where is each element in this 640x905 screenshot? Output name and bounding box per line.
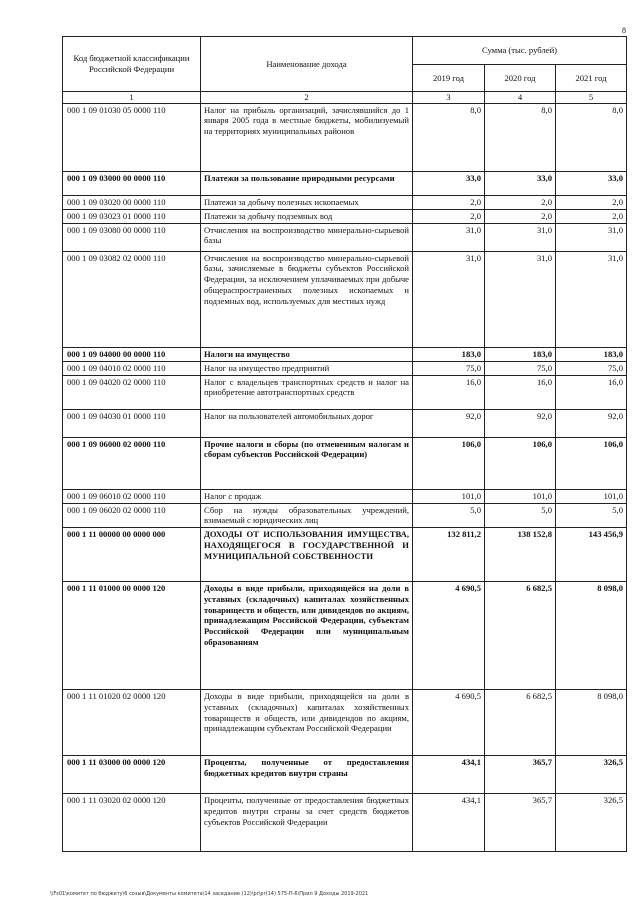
row-value-2019: 101,0 [413, 489, 485, 503]
table-row [63, 503, 627, 527]
row-value-2021: 33,0 [556, 171, 627, 195]
header-code: Код бюджетной классификации Российской Федерации [63, 37, 201, 92]
revenue-table [62, 36, 627, 852]
header-year-2020: 2020 год [485, 65, 556, 92]
row-name: Доходы в виде прибыли, приходящейся на доли в уставных (складочных) капиталах хозяйственных товариществ и обществ, или дивидендов по акциям, принадлежащим субъектам Российской Федерации [201, 690, 413, 756]
row-value-2019: 2,0 [413, 195, 485, 209]
row-code: 000 1 09 01030 05 0000 110 [63, 103, 201, 171]
row-value-2020: 101,0 [485, 489, 556, 503]
row-name: Налог на имущество предприятий [201, 361, 413, 375]
row-value-2019: 92,0 [413, 409, 485, 437]
row-value-2020: 365,7 [485, 756, 556, 794]
row-code: 000 1 09 03023 01 0000 110 [63, 209, 201, 223]
row-code: 000 1 09 06020 02 0000 110 [63, 503, 201, 527]
header-index-row [63, 92, 627, 104]
row-code: 000 1 11 01020 02 0000 120 [63, 690, 201, 756]
row-value-2019: 31,0 [413, 223, 485, 251]
row-name: ДОХОДЫ ОТ ИСПОЛЬЗОВАНИЯ ИМУЩЕСТВА, НАХОДЯЩЕГОСЯ В ГОСУДАРСТВЕННОЙ И МУНИЦИПАЛЬНОЙ СОБСТВЕННОСТИ [201, 528, 413, 582]
row-value-2020: 5,0 [485, 503, 556, 527]
row-value-2019: 132 811,2 [413, 528, 485, 582]
header-year-2021: 2021 год [556, 65, 627, 92]
table-row [63, 437, 627, 489]
row-value-2021: 8,0 [556, 103, 627, 171]
header-sum: Сумма (тыс. рублей) [413, 37, 627, 65]
table-row [63, 361, 627, 375]
row-code: 000 1 09 04010 02 0000 110 [63, 361, 201, 375]
file-path-footer: \\Fs01\комитет по бюджету\6 созыв\Документы комитета\14 заседание (12)\pr\pr(14) 575-П-6\Прил 9 Доходы 2019-2021 [50, 891, 369, 897]
row-value-2021: 31,0 [556, 223, 627, 251]
table-row [63, 209, 627, 223]
row-code: 000 1 09 06000 02 0000 110 [63, 437, 201, 489]
row-value-2021: 92,0 [556, 409, 627, 437]
row-value-2021: 8 098,0 [556, 582, 627, 690]
row-code: 000 1 09 03000 00 0000 110 [63, 171, 201, 195]
index-4: 4 [485, 92, 556, 104]
row-value-2020: 6 682,5 [485, 582, 556, 690]
table-row [63, 375, 627, 409]
row-value-2021: 5,0 [556, 503, 627, 527]
row-value-2020: 33,0 [485, 171, 556, 195]
row-value-2019: 31,0 [413, 251, 485, 347]
row-name: Платежи за пользование природными ресурсами [201, 171, 413, 195]
row-value-2020: 92,0 [485, 409, 556, 437]
row-name: Налог на пользователей автомобильных дорог [201, 409, 413, 437]
row-value-2019: 33,0 [413, 171, 485, 195]
table-row [63, 103, 627, 171]
row-value-2019: 434,1 [413, 794, 485, 852]
page-number: 8 [622, 26, 626, 35]
row-code: 000 1 11 03000 00 0000 120 [63, 756, 201, 794]
row-value-2020: 138 152,8 [485, 528, 556, 582]
row-name: Налог с владельцев транспортных средств и налог на приобретение автотранспортных средств [201, 375, 413, 409]
row-value-2020: 106,0 [485, 437, 556, 489]
row-name: Проценты, полученные от предоставления бюджетных кредитов внутри страны за счет средств бюджетов субъектов Российской Федерации [201, 794, 413, 852]
row-value-2019: 434,1 [413, 756, 485, 794]
table-row [63, 347, 627, 361]
row-value-2019: 75,0 [413, 361, 485, 375]
row-value-2021: 101,0 [556, 489, 627, 503]
row-code: 000 1 09 04030 01 0000 110 [63, 409, 201, 437]
table-row [63, 251, 627, 347]
row-value-2019: 5,0 [413, 503, 485, 527]
table-row [63, 756, 627, 794]
row-name: Проценты, полученные от предоставления бюджетных кредитов внутри страны [201, 756, 413, 794]
row-code: 000 1 11 00000 00 0000 000 [63, 528, 201, 582]
row-code: 000 1 09 04020 02 0000 110 [63, 375, 201, 409]
row-value-2020: 183,0 [485, 347, 556, 361]
row-value-2021: 2,0 [556, 209, 627, 223]
row-value-2020: 8,0 [485, 103, 556, 171]
table-row [63, 794, 627, 852]
row-value-2020: 31,0 [485, 223, 556, 251]
index-5: 5 [556, 92, 627, 104]
table-row [63, 489, 627, 503]
table-row [63, 195, 627, 209]
row-code: 000 1 09 06010 02 0000 110 [63, 489, 201, 503]
table-header [63, 37, 627, 104]
row-code: 000 1 09 03080 00 0000 110 [63, 223, 201, 251]
row-value-2020: 31,0 [485, 251, 556, 347]
row-value-2020: 6 682,5 [485, 690, 556, 756]
row-value-2019: 183,0 [413, 347, 485, 361]
row-value-2021: 183,0 [556, 347, 627, 361]
row-value-2020: 2,0 [485, 195, 556, 209]
row-value-2020: 2,0 [485, 209, 556, 223]
row-code: 000 1 09 04000 00 0000 110 [63, 347, 201, 361]
row-value-2020: 75,0 [485, 361, 556, 375]
row-value-2021: 326,5 [556, 794, 627, 852]
row-value-2021: 143 456,9 [556, 528, 627, 582]
row-code: 000 1 11 03020 02 0000 120 [63, 794, 201, 852]
row-name: Доходы в виде прибыли, приходящейся на доли в уставных (складочных) капиталах хозяйственных товариществ и обществ, или дивидендов по акциям, принадлежащим Российской Федерации, субъектам Российской Федерации или муниципальным образованиям [201, 582, 413, 690]
table-row [63, 171, 627, 195]
header-year-2019: 2019 год [413, 65, 485, 92]
row-value-2020: 365,7 [485, 794, 556, 852]
row-value-2019: 2,0 [413, 209, 485, 223]
row-name: Сбор на нужды образовательных учреждений, взимаемый с юридических лиц [201, 503, 413, 527]
table-row [63, 409, 627, 437]
row-name: Отчисления на воспроизводство минерально-сырьевой базы, зачисляемые в бюджеты субъектов Российской Федерации, за исключением уплачиваемых при добыче общераспространенных полезных ископаемых и подземных вод, используемых для местных нужд [201, 251, 413, 347]
index-3: 3 [413, 92, 485, 104]
row-name: Прочие налоги и сборы (по отмененным налогам и сборам субъектов Российской Федерации) [201, 437, 413, 489]
row-code: 000 1 09 03082 02 0000 110 [63, 251, 201, 347]
header-name: Наименование дохода [201, 37, 413, 92]
row-value-2021: 31,0 [556, 251, 627, 347]
row-value-2019: 4 690,5 [413, 690, 485, 756]
row-value-2021: 8 098,0 [556, 690, 627, 756]
row-name: Налог с продаж [201, 489, 413, 503]
row-value-2019: 4 690,5 [413, 582, 485, 690]
row-value-2019: 8,0 [413, 103, 485, 171]
row-name: Налог на прибыль организаций, зачислявшийся до 1 января 2005 года в местные бюджеты, мобилизуемый на территориях муниципальных районов [201, 103, 413, 171]
row-name: Отчисления на воспроизводство минерально-сырьевой базы [201, 223, 413, 251]
table-row [63, 582, 627, 690]
table-row [63, 528, 627, 582]
row-name: Налоги на имущество [201, 347, 413, 361]
row-code: 000 1 09 03020 00 0000 110 [63, 195, 201, 209]
table-row [63, 223, 627, 251]
row-code: 000 1 11 01000 00 0000 120 [63, 582, 201, 690]
row-value-2021: 75,0 [556, 361, 627, 375]
table-body [63, 103, 627, 851]
row-value-2021: 2,0 [556, 195, 627, 209]
row-value-2020: 16,0 [485, 375, 556, 409]
row-name: Платежи за добычу полезных ископаемых [201, 195, 413, 209]
index-2: 2 [201, 92, 413, 104]
row-value-2021: 106,0 [556, 437, 627, 489]
row-value-2019: 106,0 [413, 437, 485, 489]
row-value-2021: 326,5 [556, 756, 627, 794]
table-row [63, 690, 627, 756]
row-name: Платежи за добычу подземных вод [201, 209, 413, 223]
row-value-2021: 16,0 [556, 375, 627, 409]
index-1: 1 [63, 92, 201, 104]
row-value-2019: 16,0 [413, 375, 485, 409]
